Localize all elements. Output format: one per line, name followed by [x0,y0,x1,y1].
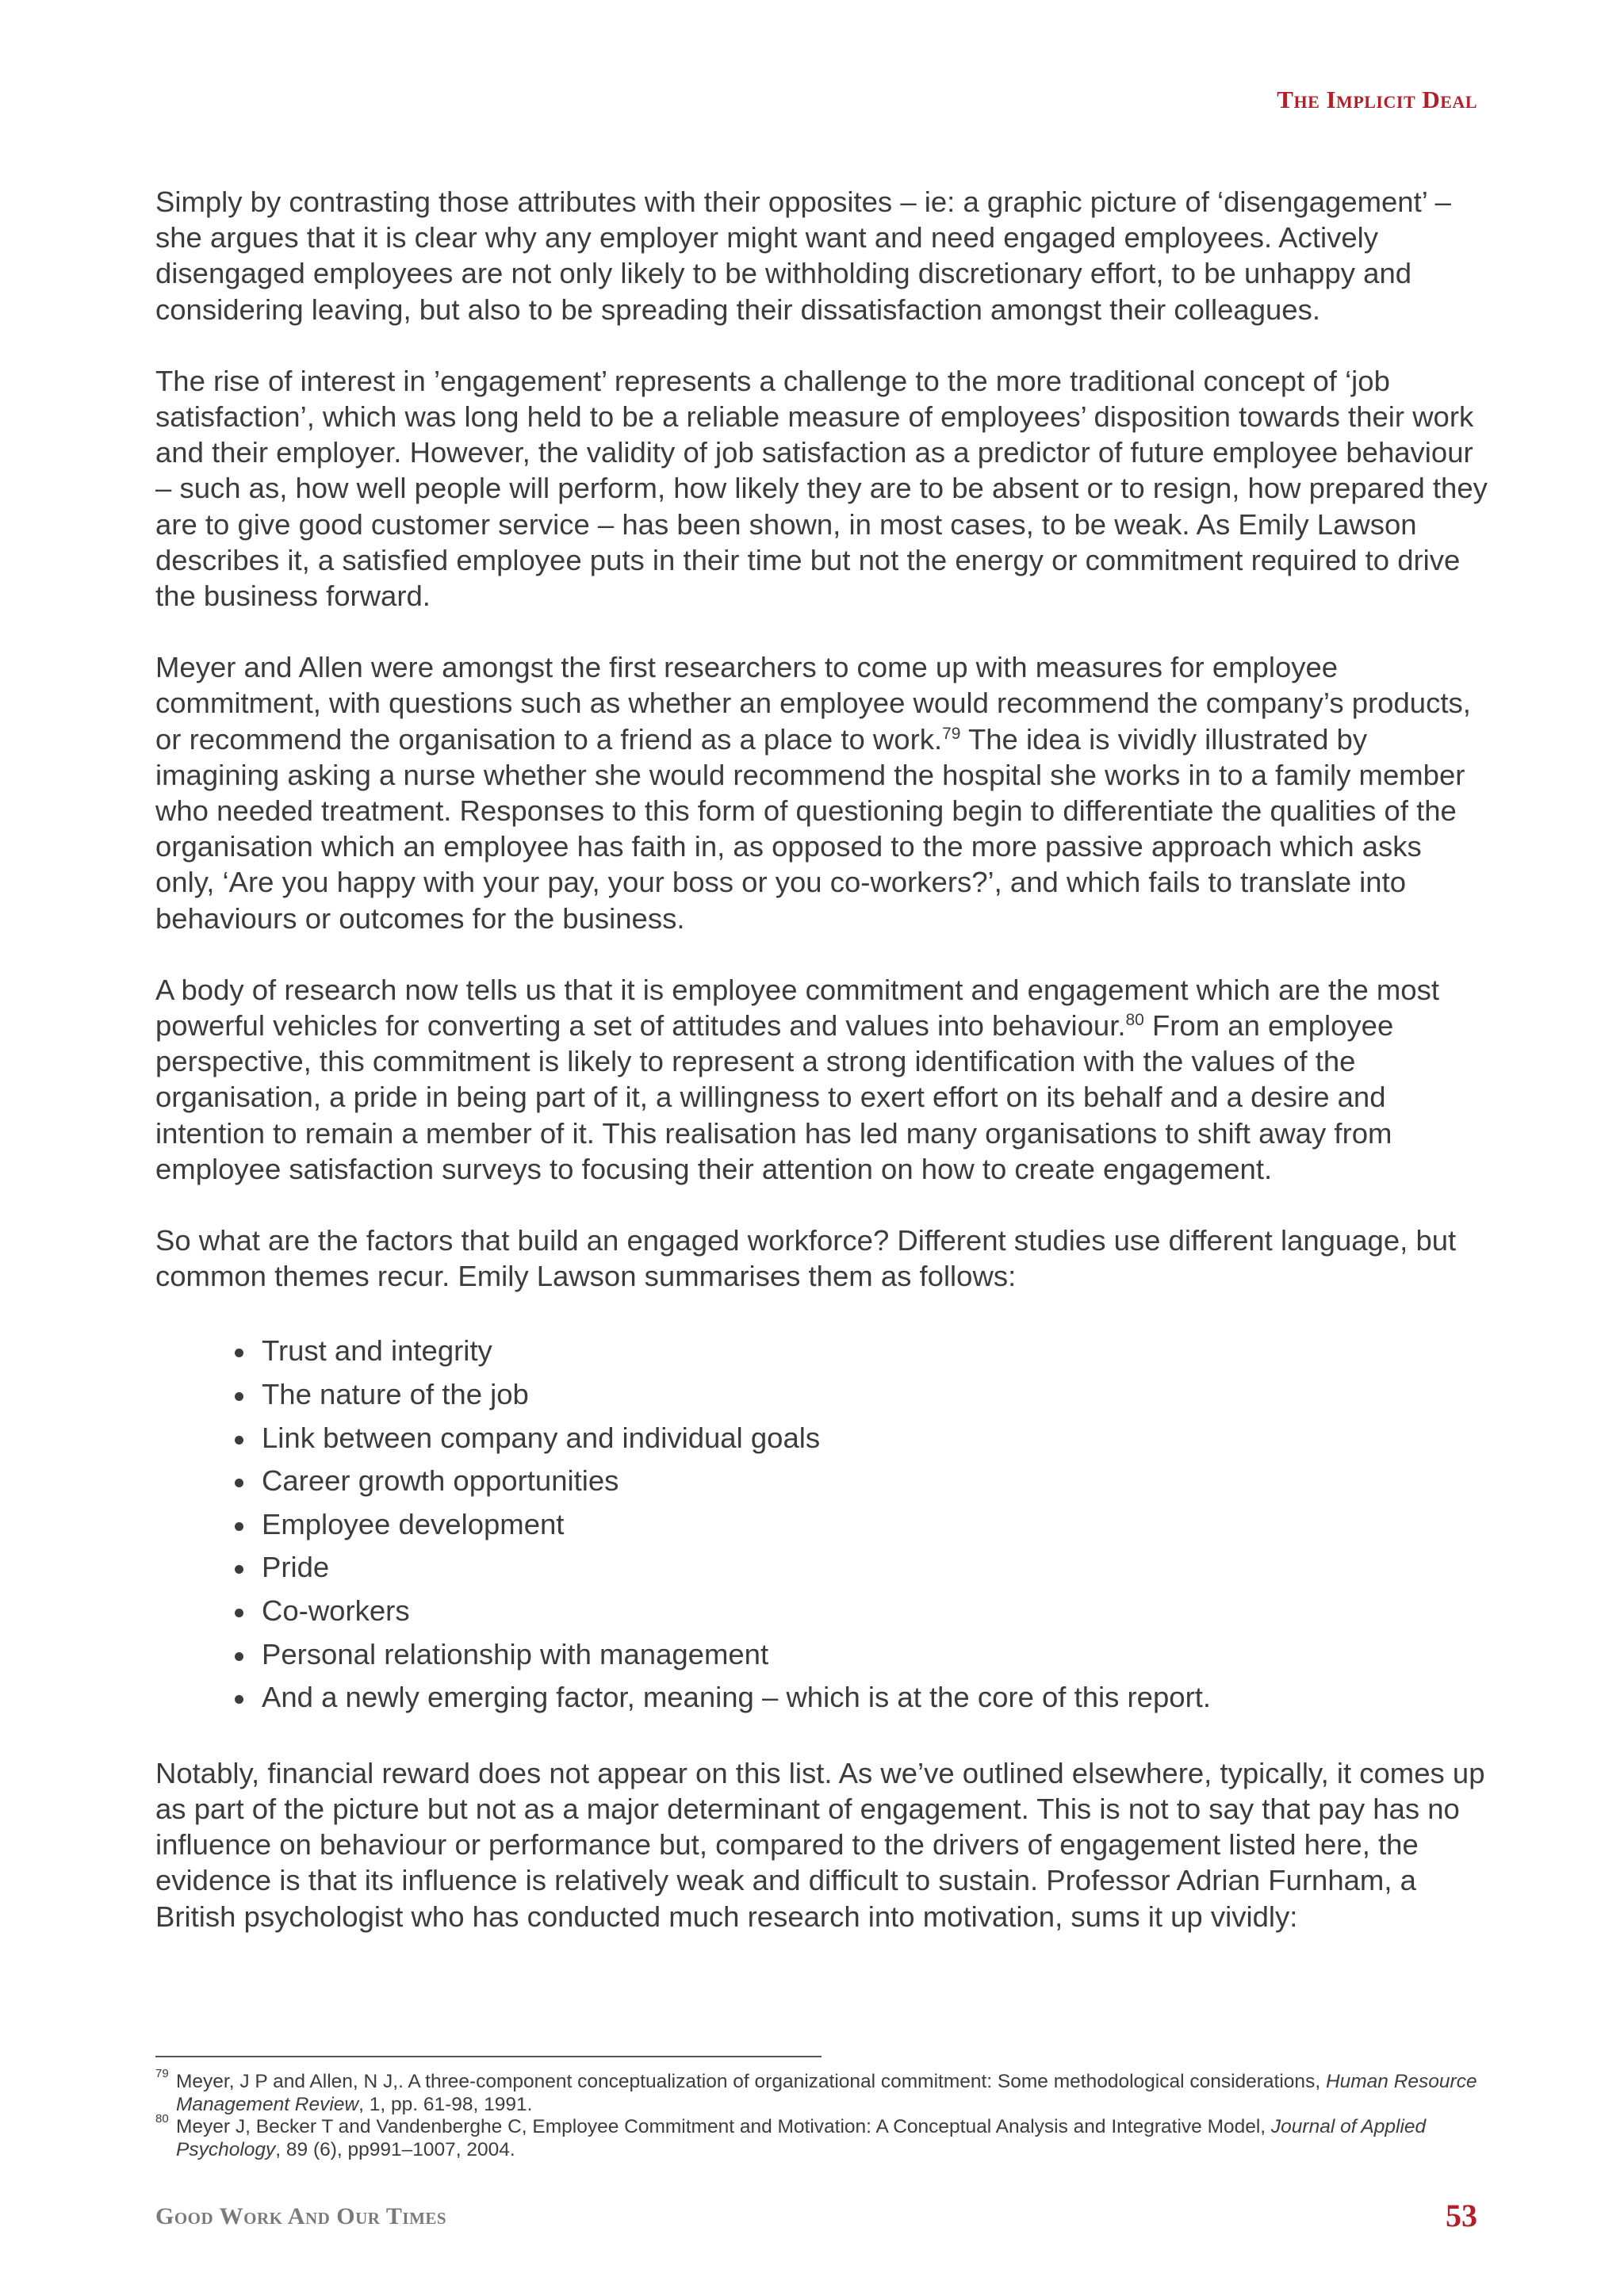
footnote-ref-79[interactable]: 79 [942,724,961,743]
paragraph-3-text-b: The idea is vividly illustrated by imagining asking a nurse whether she would recommend the hospital she works in to a family member who needed treatment. Responses to this form of questioning begin to differentiate the qualities of the organisation which an employee has faith in, as opposed to the more passive approach which asks only, ‘Are you happy with your pay, your boss or you co-workers?’, and which fails to translate into behaviours or outcomes for the business. [155,722,1465,935]
list-item: Link between company and individual goals [235,1417,1488,1460]
footnote-text: Meyer J, Becker T and Vandenberghe C, Employee Commitment and Motivation: A Conceptual Analysis and Integrative Model, [176,2116,1271,2138]
list-item: Career growth opportunities [235,1460,1488,1503]
list-item: Employee development [235,1503,1488,1547]
footnote-journal: Journal of Applied Psychology [176,2116,1427,2160]
footnote-text: , 1, pp. 61-98, 1991. [358,2093,533,2115]
list-item: Personal relationship with management [235,1633,1488,1677]
footnote-ref-80[interactable]: 80 [1125,1010,1144,1029]
paragraph-3 [155,649,1488,936]
footnote-text: , 89 (6), pp991–1007, 2004. [275,2138,515,2160]
engagement-factors-list [155,1330,1488,1719]
footnote-number: 80 [155,2112,169,2126]
footer-publication-title: Good Work And Our Times [155,2203,447,2229]
list-item: Co-workers [235,1590,1488,1633]
footnote-80 [155,2112,1503,2161]
paragraph-5: So what are the factors that build an engaged workforce? Different studies use different language, but common themes recur. Emily Lawson summarises them as follows: [155,1224,1457,1293]
running-head-title: The Implicit Deal [1277,86,1477,113]
footnote-79 [155,2067,1503,2116]
main-body [155,184,1488,1970]
footnote-number: 79 [155,2067,169,2080]
paragraph-4-text-b: From an employee perspective, this commitment is likely to represent a strong identification with the values of the organisation, a pride in being part of it, a willingness to exert effort on its behalf and a desire and intention to remain a member of it. This realisation has led many organisations to shift away from employee satisfaction surveys to focusing their attention on how to create engagement. [155,1009,1394,1185]
paragraph-4-text-a: A body of research now tells us that it is employee commitment and engagement which are the most powerful vehicles for converting a set of attitudes and values into behaviour. [155,973,1439,1043]
list-item: The nature of the job [235,1373,1488,1417]
footnote-text: Meyer, J P and Allen, N J,. A three-component conceptualization of organizational commitment: Some methodological considerations, [176,2071,1326,2092]
footnotes [155,2067,1503,2161]
page-number: 53 [1446,2198,1477,2233]
paragraph-3-text-a: Meyer and Allen were amongst the first researchers to come up with measures for employee commitment, with questions such as whether an employee would recommend the company’s products, or recommend the organisation to a friend as a place to work. [155,651,1471,756]
list-item: Pride [235,1546,1488,1590]
list-item: Trust and integrity [235,1330,1488,1373]
paragraph-6: Notably, financial reward does not appear on this list. As we’ve outlined elsewhere, typically, it comes up as part of the picture but not as a major determinant of engagement. This is not to say that pay has no influence on behaviour or performance but, compared to the drivers of engagement listed here, the evidence is that its influence is relatively weak and difficult to sustain. Professor Adrian Furnham, a British psychologist who has conducted much research into motivation, sums it up vividly: [155,1756,1485,1933]
footnote-divider [155,2056,822,2057]
footnote-journal: Human Resource Management Review [176,2071,1477,2115]
paragraph-1: Simply by contrasting those attributes with their opposites – ie: a graphic picture of ‘disengagement’ – she argues that it is clear why any employer might want and need engaged employees. Actively disengaged employees are not only likely to be withholding discretionary effort, to be unhappy and considering leaving, but also to be spreading their dissatisfaction amongst their colleagues. [155,186,1451,326]
paragraph-2: The rise of interest in ’engagement’ represents a challenge to the more traditional concept of ‘job satisfaction’, which was long held to be a reliable measure of employees’ disposition towards their work and their employer. However, the validity of job satisfaction as a predictor of future employee behaviour – such as, how well people will perform, how likely they are to be absent or to resign, how prepared they are to give good customer service – has been shown, in most cases, to be weak. As Emily Lawson describes it, a satisfied employee puts in their time but not the energy or commitment required to drive the business forward. [155,364,1488,613]
paragraph-4 [155,972,1488,1187]
list-item: And a newly emerging factor, meaning – which is at the core of this report. [235,1676,1488,1720]
